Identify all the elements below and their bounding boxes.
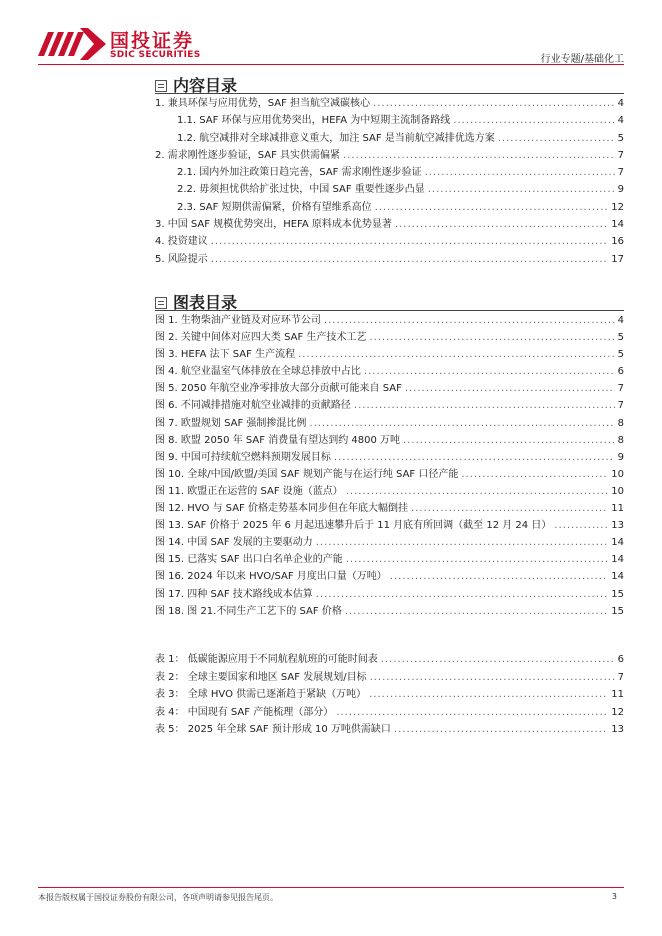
dot-leader bbox=[395, 216, 608, 233]
contents-entry[interactable] bbox=[155, 233, 624, 250]
dot-leader bbox=[369, 686, 608, 704]
dot-leader bbox=[364, 363, 615, 380]
dot-leader bbox=[373, 95, 615, 112]
figure-entry-title: 图 6. 不同减排措施对航空业减排的贡献路径 bbox=[155, 400, 351, 412]
figure-entry[interactable] bbox=[155, 586, 624, 603]
figure-entry-title: 图 4. 航空业温室气体排放在全球总排放中占比 bbox=[155, 366, 361, 378]
contents-entry-page: 4 bbox=[617, 115, 624, 127]
figure-entry-page: 14 bbox=[611, 537, 624, 549]
table-entry[interactable] bbox=[155, 686, 624, 704]
figure-entry-title: 图 14. 中国 SAF 发展的主要驱动力 bbox=[155, 537, 313, 549]
contents-list bbox=[155, 95, 624, 268]
figure-entry-title: 图 9. 中国可持续航空燃料预期发展目标 bbox=[155, 451, 331, 463]
dot-leader bbox=[369, 329, 614, 346]
dot-leader bbox=[334, 449, 615, 466]
figure-entry-page: 11 bbox=[611, 503, 624, 515]
figure-entry-title: 图 3. HEFA 法下 SAF 生产流程 bbox=[155, 349, 296, 361]
contents-entry-title: 1. 兼具环保与应用优势，SAF 担当航空减碳核心 bbox=[155, 98, 371, 109]
logo-mark-icon bbox=[38, 26, 106, 62]
dot-leader bbox=[211, 251, 609, 268]
figure-entry-page: 14 bbox=[611, 554, 624, 566]
table-entry-page: 12 bbox=[611, 706, 624, 718]
contents-entry[interactable] bbox=[155, 164, 624, 181]
figure-entry-page: 6 bbox=[617, 366, 624, 378]
list-icon bbox=[155, 297, 167, 309]
contents-entry-page: 7 bbox=[617, 149, 624, 161]
figure-entry-page: 7 bbox=[617, 383, 624, 395]
figure-entry-title: 图 18. 图 21.不同生产工艺下的 SAF 价格 bbox=[155, 605, 342, 617]
company-logo bbox=[38, 26, 238, 66]
figure-entry-page: 4 bbox=[617, 315, 624, 326]
header-divider bbox=[38, 64, 624, 65]
contents-entry-title: 3. 中国 SAF 规模优势突出，HEFA 原料成本优势显著 bbox=[155, 219, 392, 231]
contents-entry-title: 2.2. 毋须担忧供给扩张过快，中国 SAF 重要性逐步凸显 bbox=[177, 184, 425, 196]
contents-entry[interactable] bbox=[155, 199, 624, 216]
dot-leader bbox=[316, 534, 609, 551]
figure-entry-title: 图 1. 生物柴油产业链及对应环节公司 bbox=[155, 315, 321, 326]
logo-english-text: SDIC SECURITIES bbox=[110, 50, 201, 60]
table-entry-title: 表 1： 低碳能源应用于不同航程航班的可能时间表 bbox=[155, 654, 378, 665]
dot-leader bbox=[346, 551, 609, 568]
figure-entry[interactable] bbox=[155, 449, 624, 466]
dot-leader bbox=[394, 721, 608, 739]
figure-entry-title: 图 11. 欧盟正在运营的 SAF 设施（蓝点） bbox=[155, 485, 343, 497]
report-category: 行业专题/基础化工 bbox=[540, 54, 624, 65]
figure-entry[interactable] bbox=[155, 603, 624, 620]
figure-entry[interactable] bbox=[155, 500, 624, 517]
contents-title-underline bbox=[155, 93, 624, 94]
page-number: 3 bbox=[611, 892, 617, 901]
dot-leader bbox=[298, 346, 615, 363]
contents-entry[interactable] bbox=[155, 95, 624, 112]
figure-entry[interactable] bbox=[155, 483, 624, 500]
contents-entry-page: 12 bbox=[611, 201, 624, 213]
contents-entry[interactable] bbox=[155, 181, 624, 198]
contents-entry-page: 9 bbox=[617, 184, 624, 196]
contents-entry-title: 5. 风险提示 bbox=[155, 253, 208, 265]
list-icon bbox=[155, 80, 167, 92]
table-entry-page: 11 bbox=[611, 689, 624, 701]
figure-entry[interactable] bbox=[155, 397, 624, 414]
table-entry[interactable] bbox=[155, 721, 624, 739]
figures-title-text: 图表目录 bbox=[173, 293, 238, 312]
contents-entry[interactable] bbox=[155, 251, 624, 268]
contents-entry[interactable] bbox=[155, 130, 624, 147]
figure-entry[interactable] bbox=[155, 568, 624, 585]
table-entry-title: 表 5： 2025 年全球 SAF 预计形成 10 万吨供需缺口 bbox=[155, 724, 391, 736]
figure-entry[interactable] bbox=[155, 329, 624, 346]
figure-entry-page: 8 bbox=[617, 434, 624, 446]
dot-leader bbox=[343, 147, 615, 164]
figure-entry-title: 图 17. 四种 SAF 技术路线成本估算 bbox=[155, 588, 313, 600]
figure-entry-title: 图 8. 欧盟 2050 年 SAF 消费量有望达到约 4800 万吨 bbox=[155, 434, 400, 446]
figures-title bbox=[155, 290, 237, 312]
dot-leader bbox=[411, 500, 608, 517]
figure-entry-page: 10 bbox=[611, 468, 624, 480]
figure-entry-page: 13 bbox=[611, 520, 624, 532]
figures-title-underline bbox=[155, 310, 624, 311]
contents-title-text: 内容目录 bbox=[173, 76, 238, 95]
figure-entry-page: 15 bbox=[611, 605, 624, 617]
figure-entry[interactable] bbox=[155, 363, 624, 380]
dot-leader bbox=[390, 568, 608, 585]
table-entry[interactable] bbox=[155, 669, 624, 687]
figure-entry[interactable] bbox=[155, 534, 624, 551]
table-entry-title: 表 2： 全球主要国家和地区 SAF 发展规划/目标 bbox=[155, 671, 367, 683]
contents-entry-page: 7 bbox=[617, 167, 624, 179]
figure-entry-title: 图 16. 2024 年以来 HVO/SAF 月度出口量（万吨） bbox=[155, 571, 387, 583]
dot-leader bbox=[345, 603, 608, 620]
figure-entry[interactable] bbox=[155, 415, 624, 432]
figure-entry-title: 图 5. 2050 年航空业净零排放大部分贡献可能来自 SAF bbox=[155, 383, 402, 395]
dot-leader bbox=[354, 397, 615, 414]
logo-chinese-text: 国投证券 bbox=[110, 30, 195, 52]
dot-leader bbox=[453, 112, 614, 129]
table-entry-title: 表 3： 全球 HVO 供需已逐渐趋于紧缺（万吨） bbox=[155, 689, 367, 701]
contents-entry[interactable] bbox=[155, 112, 624, 129]
figure-entry[interactable] bbox=[155, 466, 624, 483]
contents-entry-page: 5 bbox=[617, 132, 624, 144]
figure-entry-page: 15 bbox=[611, 588, 624, 600]
contents-entry-title: 1.2. 航空减排对全球减排意义重大，加注 SAF 是当前航空减排优选方案 bbox=[177, 132, 495, 144]
figure-entry[interactable] bbox=[155, 346, 624, 363]
contents-entry-title: 2. 需求刚性逐步验证，SAF 具实供需偏紧 bbox=[155, 149, 341, 161]
table-entry-page: 7 bbox=[617, 671, 624, 683]
dot-leader bbox=[324, 312, 615, 329]
table-entry-page: 6 bbox=[617, 654, 624, 665]
dot-leader bbox=[336, 704, 608, 722]
dot-leader bbox=[370, 669, 615, 687]
figure-entry-title: 图 2. 关键中间体对应四大类 SAF 生产技术工艺 bbox=[155, 332, 367, 344]
figure-entry-page: 5 bbox=[617, 349, 624, 361]
dot-leader bbox=[461, 466, 608, 483]
contents-entry-page: 17 bbox=[611, 253, 624, 265]
figure-entry[interactable] bbox=[155, 380, 624, 397]
dot-leader bbox=[405, 380, 615, 397]
dot-leader bbox=[309, 415, 614, 432]
contents-entry-title: 2.3. SAF 短期供需偏紧，价格有望维系高位 bbox=[177, 201, 372, 213]
dot-leader bbox=[403, 432, 615, 449]
dot-leader bbox=[316, 586, 609, 603]
dot-leader bbox=[554, 517, 608, 534]
contents-entry-page: 14 bbox=[611, 219, 624, 231]
table-entry[interactable] bbox=[155, 651, 624, 669]
footer-divider bbox=[38, 887, 624, 888]
figures-list bbox=[155, 312, 624, 620]
figure-entry-page: 5 bbox=[617, 332, 624, 344]
tables-list bbox=[155, 651, 624, 739]
footer-disclaimer: 本报告版权属于国投证券股份有限公司，各项声明请参见报告尾页。 bbox=[38, 893, 278, 902]
figure-entry-title: 图 13. SAF 价格于 2025 年 6 月起迅速攀升后于 11 月底有所回调（截至 12 月 24 日） bbox=[155, 520, 552, 532]
figure-entry-title: 图 12. HVO 与 SAF 价格走势基本同步但在年底大幅倒挂 bbox=[155, 503, 408, 515]
contents-entry-page: 4 bbox=[617, 98, 624, 109]
page-header bbox=[0, 0, 662, 70]
dot-leader bbox=[375, 199, 609, 216]
contents-entry-title: 2.1. 国内外加注政策日趋完善，SAF 需求刚性逐步验证 bbox=[177, 167, 422, 179]
table-entry[interactable] bbox=[155, 704, 624, 722]
figure-entry[interactable] bbox=[155, 432, 624, 449]
table-entry-page: 13 bbox=[611, 724, 624, 736]
figure-entry-page: 7 bbox=[617, 400, 624, 412]
contents-entry[interactable] bbox=[155, 216, 624, 233]
dot-leader bbox=[211, 233, 609, 250]
contents-entry-title: 4. 投资建议 bbox=[155, 236, 208, 248]
contents-entry-title: 1.1. SAF 环保与应用优势突出，HEFA 为中短期主流制备路线 bbox=[177, 115, 451, 127]
figure-entry[interactable] bbox=[155, 517, 624, 534]
figure-entry-title: 图 10. 全球/中国/欧盟/美国 SAF 规划产能与在运行纯 SAF 口径产能 bbox=[155, 468, 459, 480]
contents-entry[interactable] bbox=[155, 147, 624, 164]
figure-entry-title: 图 7. 欧盟规划 SAF 强制掺混比例 bbox=[155, 417, 307, 429]
figure-entry[interactable] bbox=[155, 312, 624, 329]
figure-entry-page: 9 bbox=[617, 451, 624, 463]
contents-entry-page: 16 bbox=[611, 236, 624, 248]
dot-leader bbox=[346, 483, 609, 500]
figure-entry-page: 10 bbox=[611, 485, 624, 497]
dot-leader bbox=[498, 130, 615, 147]
figure-entry-page: 14 bbox=[611, 571, 624, 583]
dot-leader bbox=[381, 651, 615, 669]
figure-entry[interactable] bbox=[155, 551, 624, 568]
dot-leader bbox=[428, 181, 615, 198]
table-entry-title: 表 4： 中国现有 SAF 产能梳理（部分） bbox=[155, 706, 334, 718]
figure-entry-title: 图 15. 已落实 SAF 出口白名单企业的产能 bbox=[155, 554, 343, 566]
contents-title bbox=[155, 73, 237, 95]
dot-leader bbox=[425, 164, 615, 181]
figure-entry-page: 8 bbox=[617, 417, 624, 429]
